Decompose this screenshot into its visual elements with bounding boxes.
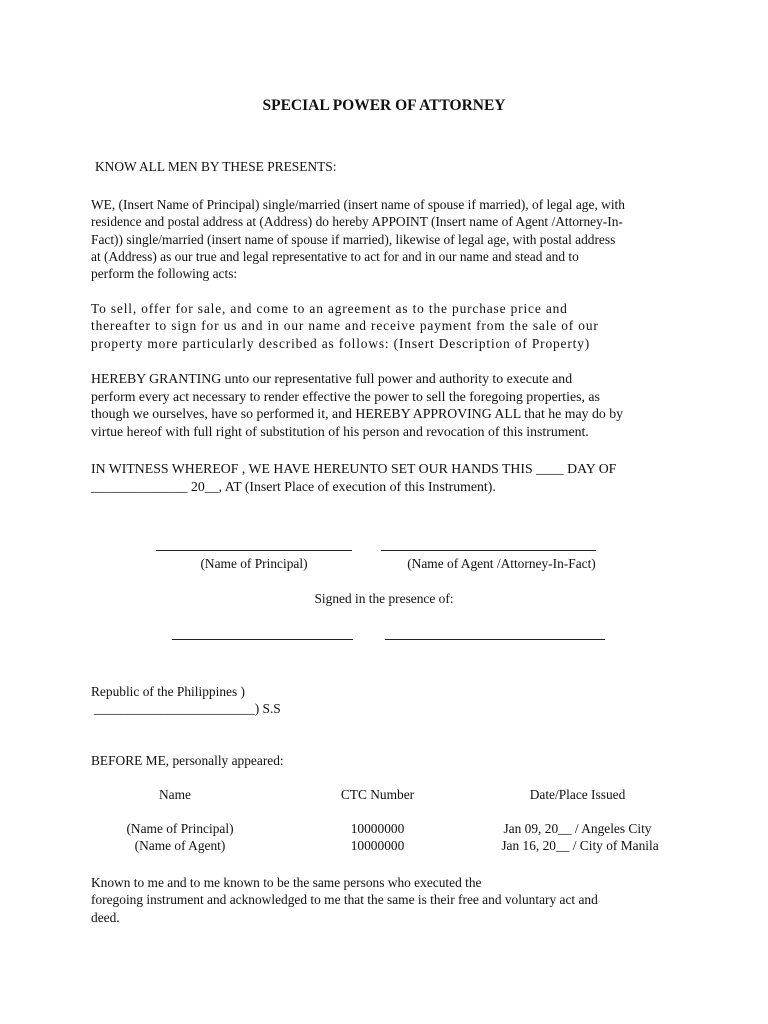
table-cell: Jan 16, 20__ / City of Manila: [501, 838, 659, 853]
acts-paragraph: [91, 300, 691, 352]
table-cell: (Name of Principal): [126, 821, 234, 836]
agent-signature-label: (Name of Agent /Attorney-In-Fact): [407, 556, 596, 571]
paragraph-line: residence and postal address at (Address) do hereby APPOINT (Insert name of Agent /Attorney-In-: [91, 214, 623, 230]
paragraph-line: property more particularly described as follows: (Insert Description of Property): [91, 335, 591, 351]
before-me: [91, 752, 691, 769]
appointment-paragraph: [91, 196, 691, 282]
witness-signature-line-2: [385, 639, 605, 640]
paragraph-line: ______________ 20__, AT (Insert Place of execution of this Instrument).: [91, 479, 496, 494]
paragraph-line: IN WITNESS WHEREOF , WE HAVE HEREUNTO SET OUR HANDS THIS ____ DAY OF: [91, 461, 617, 476]
table-cell: 10000000: [350, 821, 405, 836]
table-header-ctc: CTC Number: [340, 787, 415, 802]
paragraph-line: deed.: [91, 909, 120, 925]
preamble: [95, 158, 695, 175]
paragraph-line: perform the following acts:: [91, 266, 238, 282]
agent-signature-line: [381, 550, 596, 551]
document-title: SPECIAL POWER OF ATTORNEY: [262, 97, 506, 114]
before-me-text: BEFORE ME, personally appeared:: [91, 753, 284, 768]
paragraph-line: HEREBY GRANTING unto our representative full power and authority to execute and: [91, 371, 573, 386]
paragraph-line: perform every act necessary to render effective the power to sell the foregoing properties, as: [91, 388, 600, 404]
paragraph-line: Known to me and to me known to be the same persons who executed the: [91, 875, 482, 890]
venue-block: [91, 683, 691, 718]
venue-line-2: ________________________) S.S: [94, 701, 281, 717]
paragraph-line: though we ourselves, have so performed it, and HEREBY APPROVING ALL that he may do by: [91, 406, 623, 422]
paragraph-line: To sell, offer for sale, and come to an agreement as to the purchase price and: [91, 301, 568, 316]
paragraph-line: thereafter to sign for us and in our name and receive payment from the sale of our: [91, 318, 599, 334]
table-cell: 10000000: [350, 838, 405, 853]
paragraph-line: Fact)) single/married (insert name of spouse if married), likewise of legal age, with postal address: [91, 231, 616, 247]
principal-signature-line: [156, 550, 352, 551]
granting-paragraph: [91, 370, 691, 440]
venue-line-1: Republic of the Philippines ): [91, 684, 245, 699]
paragraph-line: foregoing instrument and acknowledged to me that the same is their free and voluntary act and: [91, 892, 598, 908]
table-cell: Jan 09, 20__ / Angeles City: [503, 821, 652, 836]
principal-signature-label: (Name of Principal): [200, 556, 308, 571]
paragraph-line: at (Address) as our true and legal representative to act for and in our name and stead and to: [91, 248, 579, 264]
witness-paragraph: [91, 460, 691, 496]
table-cell: (Name of Agent): [134, 838, 226, 853]
paragraph-line: WE, (Insert Name of Principal) single/married (insert name of spouse if married), of legal age, with: [91, 197, 625, 212]
closing-paragraph: [91, 874, 691, 926]
table-header-date-place: Date/Place Issued: [529, 787, 626, 802]
table-header-name: Name: [159, 787, 191, 802]
witness-signature-line-1: [172, 639, 353, 640]
preamble-text: KNOW ALL MEN BY THESE PRESENTS:: [95, 159, 337, 174]
paragraph-line: virtue hereof with full right of substitution of his person and revocation of this instrument.: [91, 423, 589, 439]
presence-text: Signed in the presence of:: [314, 591, 454, 606]
